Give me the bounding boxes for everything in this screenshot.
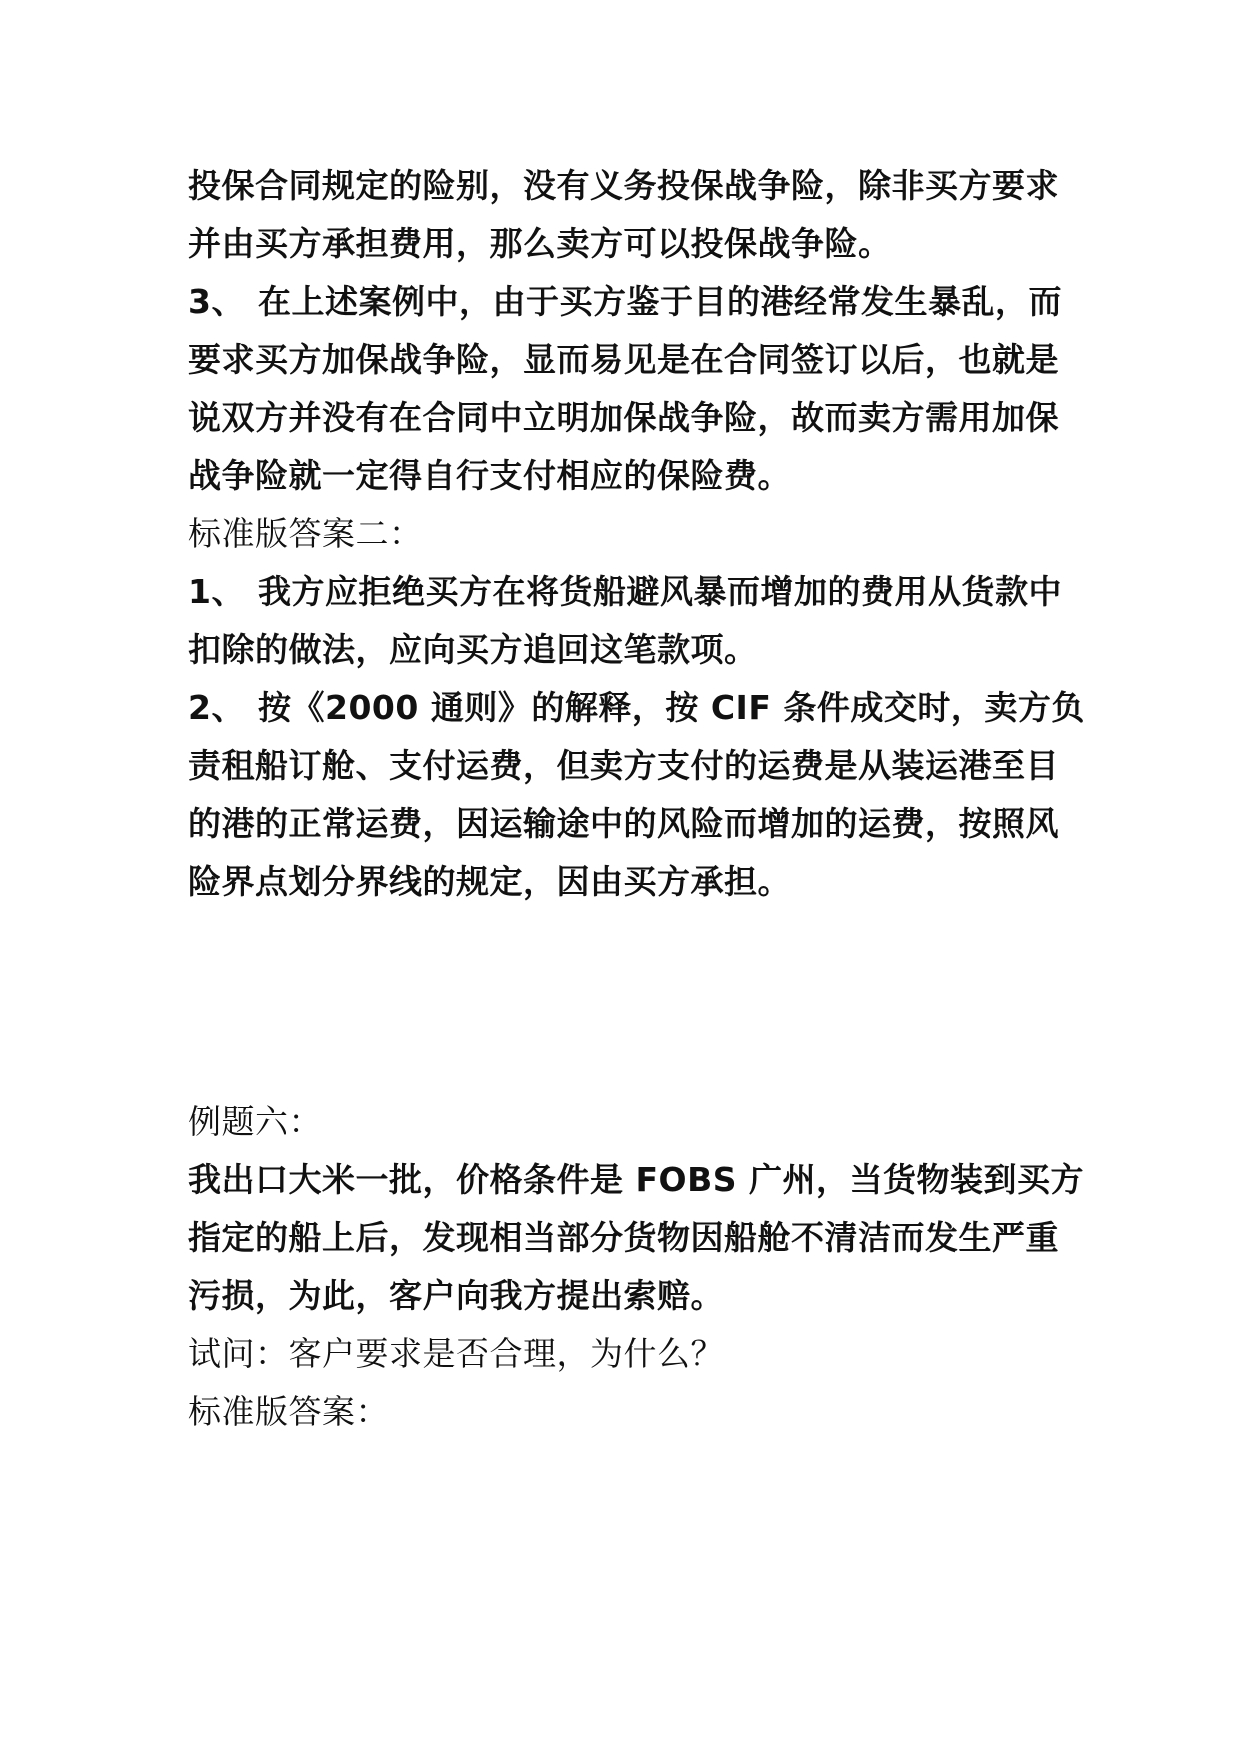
numbered-item-3 [188,280,1068,324]
paragraph-line: 战争险就一定得自行支付相应的保险费。 [188,456,791,495]
paragraph-line: 并由买方承担费用，那么卖方可以投保战争险。 [188,224,892,263]
paragraph-line: 险界点划分界线的规定，因由买方承担。 [188,862,791,901]
item-number: 1、 [188,572,245,611]
answer-heading: 标准版答案： [188,1392,389,1431]
item-number: 3、 [188,282,245,321]
numbered-item-2 [188,686,1085,730]
paragraph-line: 的港的正常运费，因运输途中的风险而增加的运费，按照风 [188,804,1059,843]
numbered-item-1 [188,570,1068,614]
section-heading: 标准版答案二： [188,514,423,553]
paragraph-line: 扣除的做法，应向买方追回这笔款项。 [188,630,758,669]
paragraph-line: 指定的船上后，发现相当部分货物因船舱不清洁而发生严重 [188,1218,1059,1257]
item-text: 我方应拒绝买方在将货船避风暴而增加的费用从货款中 [258,572,1062,611]
paragraph-line: 说双方并没有在合同中立明加保战争险，故而卖方需用加保 [188,398,1059,437]
paragraph-line: 要求买方加保战争险，显而易见是在合同签订以后，也就是 [188,340,1059,379]
item-number: 2、 [188,688,245,727]
item-text: 在上述案例中，由于买方鉴于目的港经常发生暴乱，而 [258,282,1062,321]
question-line: 试问：客户要求是否合理，为什么？ [188,1334,724,1373]
item-text: 按《2000 通则》的解释，按 CIF 条件成交时，卖方负 [258,688,1085,727]
paragraph-line: 污损，为此，客户向我方提出索赔。 [188,1276,724,1315]
example-heading: 例题六： [188,1102,322,1141]
paragraph-line: 责租船订舱、支付运费，但卖方支付的运费是从装运港至目 [188,746,1059,785]
paragraph-line: 我出口大米一批，价格条件是 FOBS 广州，当货物装到买方 [188,1160,1084,1199]
paragraph-line: 投保合同规定的险别，没有义务投保战争险，除非买方要求 [188,166,1059,205]
